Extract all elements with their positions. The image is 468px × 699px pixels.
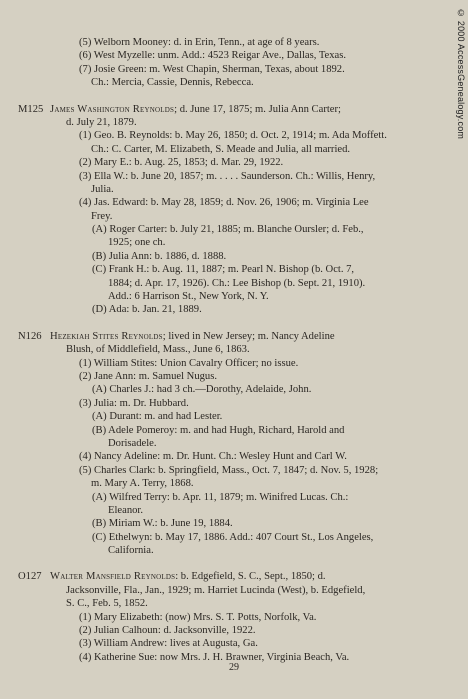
entry-details: : b. Edgefield, S. C., Sept., 1850; d. bbox=[175, 571, 326, 583]
text-line: (3) Julia: m. Dr. Hubbard. bbox=[79, 397, 189, 409]
text-line: Ch.: Mercia, Cassie, Dennis, Rebecca. bbox=[91, 77, 254, 89]
person-name: Walter Mansfield Reynolds bbox=[50, 571, 176, 583]
entry-id: N126 bbox=[18, 330, 42, 342]
text-line: (C) Ethelwyn: b. May 17, 1886. Add.: 407 Court St., Los Angeles, bbox=[92, 531, 374, 543]
text-line: 1884; d. Apr. 17, 1926). Ch.: Lee Bishop (b. Sept. 21, 1910). bbox=[108, 277, 366, 289]
text-line: (2) Julian Calhoun: d. Jacksonville, 1922. bbox=[79, 625, 256, 637]
text-line: Dorisadele. bbox=[108, 437, 157, 449]
entry-spacer bbox=[50, 90, 440, 103]
text-line: Jacksonville, Fla., Jan., 1929; m. Harriet Lucinda (West), b. Edgefield, bbox=[66, 584, 366, 596]
text-line: S. C., Feb. 5, 1852. bbox=[66, 598, 148, 610]
text-line: (A) Wilfred Terry: b. Apr. 11, 1879; m. Winifred Lucas. Ch.: bbox=[92, 491, 349, 503]
person-name: James Washington Reynolds bbox=[50, 103, 175, 115]
text-line: Frey. bbox=[91, 210, 113, 222]
text-line: (A) Durant: m. and had Lester. bbox=[92, 411, 223, 423]
entry-details: ; d. June 17, 1875; m. Julia Ann Carter; bbox=[174, 103, 341, 115]
text-line: (4) Jas. Edward: b. May 28, 1859; d. Nov. 26, 1906; m. Virginia Lee bbox=[79, 197, 369, 209]
text-line: (B) Julia Ann: b. 1886, d. 1888. bbox=[92, 250, 227, 262]
entry-heading bbox=[18, 103, 440, 116]
text-line: d. July 21, 1879. bbox=[66, 116, 137, 128]
entry-heading bbox=[18, 570, 440, 583]
entry-heading bbox=[18, 330, 440, 343]
text-line: California. bbox=[108, 545, 154, 557]
entry-id: M125 bbox=[18, 103, 44, 115]
text-line: (3) William Andrew: lives at Augusta, Ga. bbox=[79, 638, 258, 650]
text-line: (A) Charles J.: had 3 ch.—Dorothy, Adelaide, John. bbox=[92, 384, 312, 396]
text-line: (5) Charles Clark: b. Springfield, Mass., Oct. 7, 1847; d. Nov. 5, 1928; bbox=[79, 464, 379, 476]
text-line: (D) Ada: b. Jan. 21, 1889. bbox=[92, 304, 202, 316]
text-line: 1925; one ch. bbox=[108, 237, 166, 249]
text-line: (B) Adele Pomeroy: m. and had Hugh, Richard, Harold and bbox=[92, 424, 345, 436]
page-number: 29 bbox=[229, 662, 239, 673]
entry-details: ; lived in New Jersey; m. Nancy Adeline bbox=[162, 330, 335, 342]
text-line: m. Mary A. Terry, 1868. bbox=[91, 478, 194, 490]
text-line: Add.: 6 Harrison St., New York, N. Y. bbox=[108, 291, 269, 303]
text-line: (B) Miriam W.: b. June 19, 1884. bbox=[92, 518, 233, 530]
text-line: (2) Mary E.: b. Aug. 25, 1853; d. Mar. 29, 1922. bbox=[79, 157, 284, 169]
text-line: Julia. bbox=[91, 183, 114, 195]
text-line: (1) Mary Elizabeth: (now) Mrs. S. T. Potts, Norfolk, Va. bbox=[79, 611, 317, 623]
entry-spacer bbox=[50, 557, 440, 570]
text-line: (2) Jane Ann: m. Samuel Nugus. bbox=[79, 370, 217, 382]
text-line: (A) Roger Carter: b. July 21, 1885; m. Blanche Oursler; d. Feb., bbox=[92, 224, 364, 236]
text-line: (4) Katherine Sue: now Mrs. J. H. Brawner, Virginia Beach, Va. bbox=[79, 651, 350, 663]
text-line: Eleanor. bbox=[108, 504, 144, 516]
text-line: (4) Nancy Adeline: m. Dr. Hunt. Ch.: Wesley Hunt and Carl W. bbox=[79, 451, 347, 463]
copyright-watermark: © 2000 AccessGenealogy.com bbox=[456, 8, 466, 140]
text-line: (3) Ella W.: b. June 20, 1857; m. . . . . Saunderson. Ch.: Willis, Henry, bbox=[79, 170, 376, 182]
entry-spacer bbox=[50, 317, 440, 330]
person-name: Hezekiah Stites Reynolds bbox=[50, 330, 163, 342]
text-line: (5) Welborn Mooney: d. in Erin, Tenn., at age of 8 years. bbox=[79, 37, 320, 48]
text-line: (6) West Myzelle: unm. Add.: 4523 Reigar Ave., Dallas, Texas. bbox=[79, 50, 347, 62]
genealogy-text-body bbox=[18, 36, 440, 664]
text-line: (1) Geo. B. Reynolds: b. May 26, 1850; d. Oct. 2, 1914; m. Ada Moffett. bbox=[79, 130, 387, 142]
text-line: (1) William Stites: Union Cavalry Officer; no issue. bbox=[79, 357, 299, 369]
text-line: Blush, of Middlefield, Mass., June 6, 1863. bbox=[66, 344, 250, 356]
text-line: Ch.: C. Carter, M. Elizabeth, S. Meade and Julia, all married. bbox=[91, 143, 351, 155]
text-line: (7) Josie Green: m. West Chapin, Sherman, Texas, about 1892. bbox=[79, 63, 345, 75]
text-line: (C) Frank H.: b. Aug. 11, 1887; m. Pearl N. Bishop (b. Oct. 7, bbox=[92, 264, 355, 276]
entry-id: O127 bbox=[18, 571, 42, 583]
